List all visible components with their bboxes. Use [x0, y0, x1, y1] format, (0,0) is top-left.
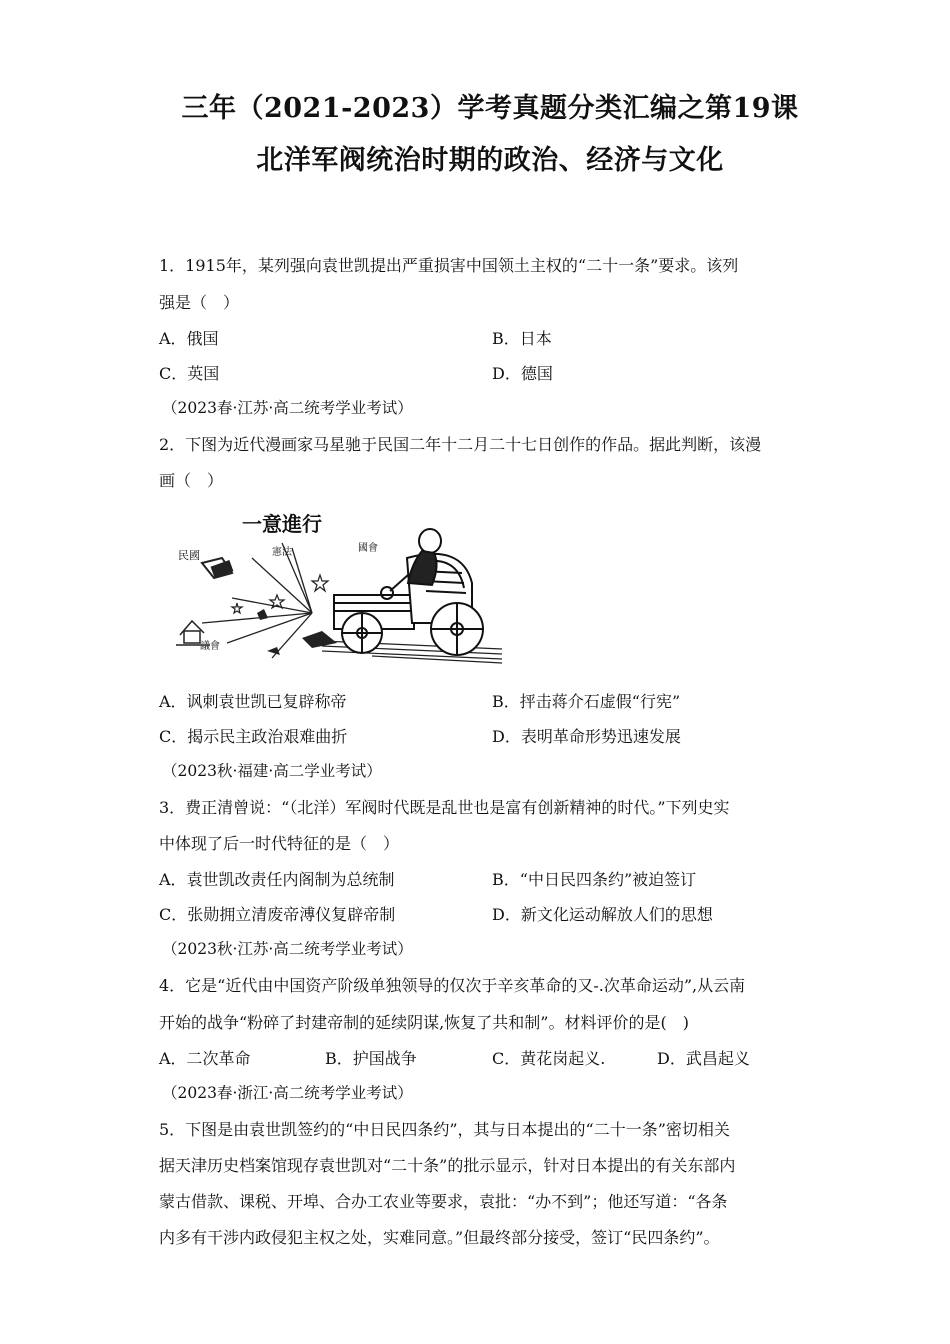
- q1-source: （2023春·江苏·高二统考学业考试）: [162, 399, 413, 417]
- q4-option-b: B．护国战争: [325, 1049, 417, 1068]
- q4-option-c: C．黄花岗起义.: [492, 1049, 606, 1068]
- q4-source: （2023春·浙江·高二统考学业考试）: [162, 1084, 413, 1102]
- q2-stem-line-2: 画（ ）: [159, 471, 224, 490]
- q2-source: （2023秋·福建·高二学业考试）: [162, 762, 382, 780]
- q3-option-b: B．“中日民四条约”被迫签订: [492, 870, 697, 889]
- q5-text-line-3: 蒙古借款、课税、开埠、合办工农业等要求，袁批：“办不到”；他还写道：“各条: [159, 1192, 728, 1211]
- q2-cartoon-image: [172, 503, 504, 668]
- q1-option-b: B．日本: [492, 329, 552, 348]
- q1-option-a: A．俄国: [159, 329, 219, 348]
- title-line-2: 北洋军阀统治时期的政治、经济与文化: [256, 145, 724, 176]
- q5-text-line-2: 据天津历史档案馆现存袁世凯对“二十条”的批示显示，针对日本提出的有关东部内: [159, 1156, 736, 1175]
- q1-option-d: D．德国: [492, 364, 553, 383]
- cartoon-car: [334, 554, 483, 655]
- q2-option-b: B．抨击蒋介石虚假“行宪”: [492, 692, 681, 711]
- q2-option-d: D．表明革命形势迅速发展: [492, 727, 681, 746]
- q1-stem-line-2: 强是（ ）: [159, 293, 240, 312]
- q3-stem-line-2: 中体现了后一时代特征的是（ ）: [159, 834, 400, 853]
- q1-option-c: C．英国: [159, 364, 220, 383]
- q4-stem-line-2: 开始的战争“粉碎了封建帝制的延续阴谋,恢复了共和制”。材料评价的是( ): [159, 1013, 689, 1032]
- cartoon-label-republic: 民國: [178, 549, 200, 562]
- cartoon-label-constitution: 憲法: [272, 547, 292, 558]
- q5-text-line-1: 5．下图是由袁世凯签约的“中日民四条约”，其与日本提出的“二十一条”密切相关: [159, 1120, 730, 1139]
- q2-option-c: C．揭示民主政治艰难曲折: [159, 727, 348, 746]
- q3-option-a: A．袁世凯改责任内阁制为总统制: [159, 870, 395, 889]
- q3-source: （2023秋·江苏·高二统考学业考试）: [162, 940, 413, 958]
- q5-text-line-4: 内多有干涉内政侵犯主权之处，实难同意。”但最终部分接受，签订“民四条约”。: [159, 1228, 720, 1247]
- cartoon-caption: 一意進行: [242, 512, 322, 536]
- title-line-1: 三年（2021-2023）学考真题分类汇编之第19课: [181, 93, 799, 124]
- q3-option-c: C．张勋拥立清废帝溥仪复辟帝制: [159, 905, 396, 924]
- q4-option-a: A．二次革命: [159, 1049, 251, 1068]
- q3-stem-line-1: 3．费正清曾说：“（北洋）军阀时代既是乱世也是富有创新精神的时代。”下列史实: [159, 798, 730, 817]
- q4-option-d: D．武昌起义: [657, 1049, 750, 1068]
- q3-option-d: D．新文化运动解放人们的思想: [492, 905, 713, 924]
- q4-stem-line-1: 4．它是“近代由中国资产阶级单独领导的仅次于辛亥革命的又-.次革命运动”,从云南: [159, 976, 746, 995]
- q1-stem-line-1: 1．1915年，某列强向袁世凯提出严重损害中国领土主权的“二十一条”要求。该列: [159, 256, 739, 275]
- cartoon-label-national-assembly: 議會: [200, 641, 220, 652]
- q2-option-a: A．讽刺袁世凯已复辟称帝: [159, 692, 347, 711]
- q2-stem-line-1: 2．下图为近代漫画家马星驰于民国二年十二月二十七日创作的作品。据此判断，该漫: [159, 435, 762, 454]
- cartoon-debris: [202, 558, 337, 655]
- cartoon-label-assembly: 國會: [358, 543, 378, 554]
- cartoon-stars: [232, 575, 328, 613]
